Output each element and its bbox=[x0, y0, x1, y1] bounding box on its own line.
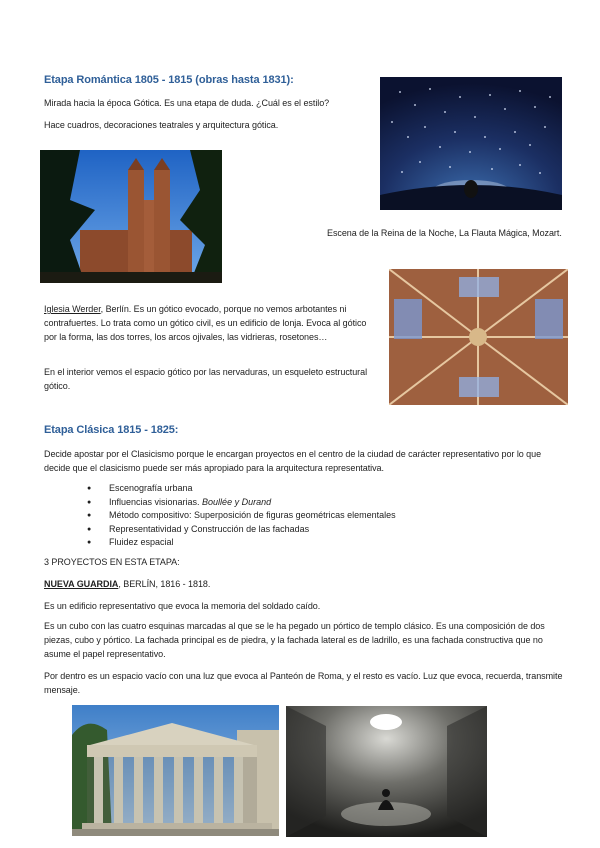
bullet-item: ● Fluidez espacial bbox=[87, 536, 547, 550]
nueva-guardia-interior: Por dentro es un espacio vacío con una luz que evoca al Panteón de Roma, y el resto es vacío. Luz que evoca, recuerda, transmite mensaje. bbox=[44, 671, 563, 695]
nueva-guardia-location: , BERLÍN, 1816 - 1818. bbox=[118, 579, 211, 589]
romantic-paragraph-1: Mirada hacia la época Gótica. Es una etapa de duda. ¿Cuál es el estilo? bbox=[44, 98, 330, 108]
werder-title: Iglesia Werder bbox=[44, 304, 101, 314]
nueva-guardia-exterior-image bbox=[72, 705, 279, 836]
bullet-item: ● Escenografía urbana bbox=[87, 482, 547, 496]
werder-church-exterior-image bbox=[40, 150, 222, 283]
queen-of-night-caption: Escena de la Reina de la Noche, La Flauta Mágica, Mozart. bbox=[327, 228, 562, 238]
romantic-paragraph-2: Hace cuadros, decoraciones teatrales y arquitectura gótica. bbox=[44, 120, 279, 130]
bullet-item: ● Representatividad y Construcción de las fachadas bbox=[87, 523, 547, 537]
nueva-guardia-line bbox=[44, 577, 210, 591]
nueva-guardia-interior-image bbox=[286, 706, 487, 837]
nueva-guardia-memoria: Es un edificio representativo que evoca la memoria del soldado caído. bbox=[44, 601, 321, 611]
bullet-item: ● Influencias visionarias. Boullée y Durand bbox=[87, 496, 547, 510]
queen-of-night-image bbox=[380, 77, 562, 210]
nueva-guardia-title: NUEVA GUARDIA bbox=[44, 579, 119, 589]
nueva-guardia-composicion: Es un cubo con las cuatro esquinas marcadas al que se le ha pegado un pórtico de templo clásico. Es una composición de dos piezas, cubo y pórtico. La fachada principal es de piedra, y la fachada lateral es de ladrillo, es una fachada constructiva que no asume el papel representativo. bbox=[44, 621, 545, 659]
classic-bullet-list bbox=[87, 482, 547, 550]
werder-description: , Berlín. Es un gótico evocado, porque no vemos arbotantes ni contrafuertes. Lo trata como un gótico civil, es un edificio de lonja. Evoca al gótico por la forma, las dos torres, los arcos ojivales, las vidrieras, rosetones… bbox=[44, 304, 367, 342]
classic-intro-paragraph: Decide apostar por el Clasicismo porque le encargan proyectos en el centro de la ciudad de carácter representativo por lo que decide que el clasicismo puede ser más apropiado para la arquitectura representativa. bbox=[44, 449, 542, 473]
romantic-heading: Etapa Romántica 1805 - 1815 (obras hasta 1831): bbox=[44, 74, 294, 86]
classic-heading: Etapa Clásica 1815 - 1825: bbox=[44, 424, 179, 436]
werder-interior-vault-image bbox=[389, 269, 568, 405]
werder-interior-paragraph: En el interior vemos el espacio gótico por las nervaduras, un esqueleto estructural gótico. bbox=[44, 367, 368, 391]
bullet-item: ● Método compositivo: Superposición de figuras geométricas elementales bbox=[87, 509, 547, 523]
werder-paragraph bbox=[44, 302, 379, 344]
projects-heading: 3 PROYECTOS EN ESTA ETAPA: bbox=[44, 557, 180, 567]
